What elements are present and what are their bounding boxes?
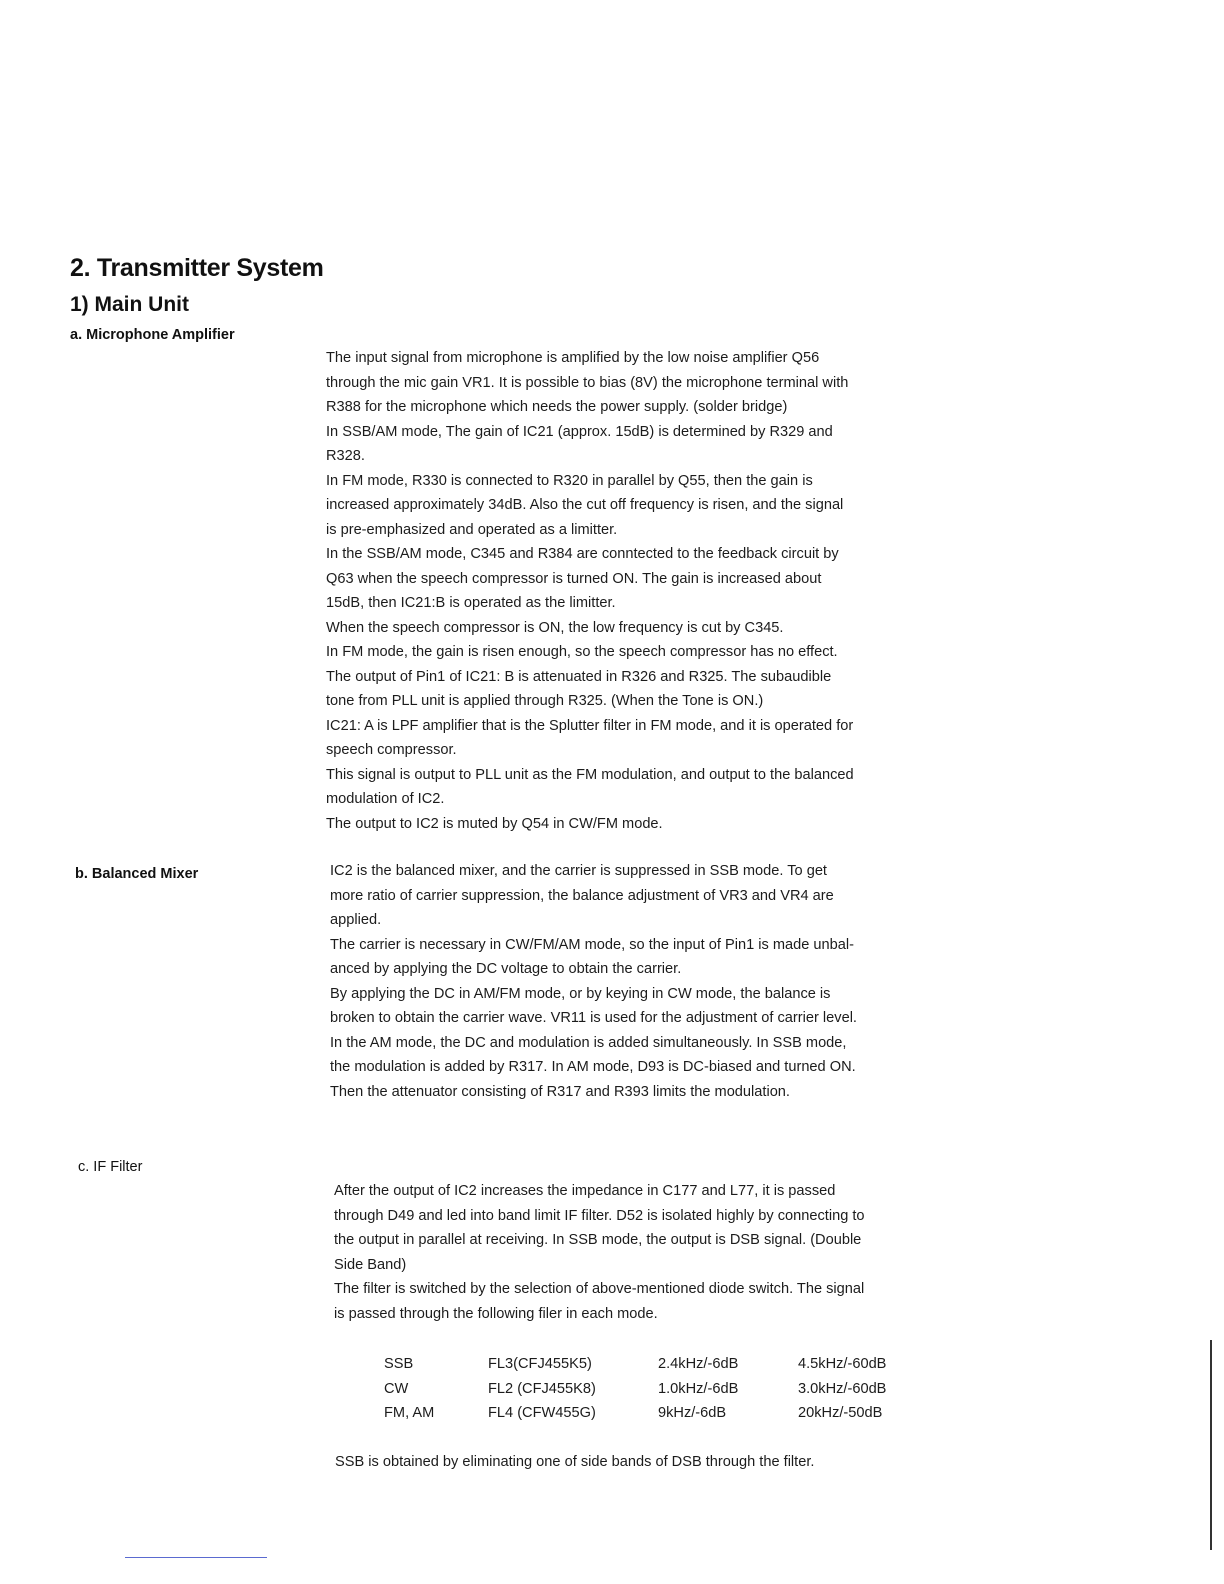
table-cell: 4.5kHz/-60dB <box>798 1356 887 1372</box>
text-line: speech compressor. <box>326 742 457 758</box>
text-line: tone from PLL unit is applied through R325. (When the Tone is ON.) <box>326 693 764 709</box>
text-line: This signal is output to PLL unit as the FM modulation, and output to the balanced <box>326 766 854 783</box>
table-cell: FL2 (CFJ455K8) <box>488 1380 596 1397</box>
table-cell: 3.0kHz/-60dB <box>798 1380 887 1397</box>
text-line: modulation of IC2. <box>326 791 445 807</box>
table-row <box>384 1377 918 1402</box>
text-line: By applying the DC in AM/FM mode, or by keying in CW mode, the balance is <box>330 985 831 1002</box>
text-line: applied. <box>330 912 382 928</box>
text-line: In FM mode, the gain is risen enough, so the speech compressor has no effect. <box>326 644 838 660</box>
text-line: IC21: A is LPF amplifier that is the Splutter filter in FM mode, and it is operated for <box>326 717 854 734</box>
balanced-mixer-heading: b. Balanced Mixer <box>75 866 199 882</box>
text-line: The input signal from microphone is amplified by the low noise amplifier Q56 <box>326 350 820 366</box>
table-cell: SSB <box>384 1356 414 1372</box>
text-line: the output in parallel at receiving. In SSB mode, the output is DSB signal. (Double <box>334 1232 862 1248</box>
table-cell: 2.4kHz/-6dB <box>658 1356 739 1372</box>
text-line: In SSB/AM mode, The gain of IC21 (approx. 15dB) is determined by R329 and <box>326 423 833 440</box>
text-line: through D49 and led into band limit IF filter. D52 is isolated highly by connecting to <box>334 1207 865 1224</box>
table-cell: FL4 (CFW455G) <box>488 1405 596 1421</box>
table-cell: FM, AM <box>384 1405 435 1421</box>
table-cell: FL3(CFJ455K5) <box>488 1356 592 1372</box>
text-line: In FM mode, R330 is connected to R320 in parallel by Q55, then the gain is <box>326 472 813 489</box>
text-line: When the speech compressor is ON, the low frequency is cut by C345. <box>326 619 784 636</box>
text-line: In the AM mode, the DC and modulation is added simultaneously. In SSB mode, <box>330 1034 847 1051</box>
text-line: The carrier is necessary in CW/FM/AM mode, so the input of Pin1 is made unbal- <box>330 936 854 953</box>
unit-title: 1) Main Unit <box>70 293 189 316</box>
text-line: R388 for the microphone which needs the power supply. (solder bridge) <box>326 399 788 415</box>
text-line: After the output of IC2 increases the impedance in C177 and L77, it is passed <box>334 1183 836 1199</box>
table-cell: 20kHz/-50dB <box>798 1405 883 1421</box>
text-line: 15dB, then IC21:B is operated as the limitter. <box>326 595 616 611</box>
text-line: The output to IC2 is muted by Q54 in CW/FM mode. <box>326 815 663 832</box>
scan-edge-mark <box>1210 1340 1212 1550</box>
text-line: broken to obtain the carrier wave. VR11 is used for the adjustment of carrier level. <box>330 1010 857 1026</box>
text-line: is pre-emphasized and operated as a limitter. <box>326 521 618 538</box>
text-line: Q63 when the speech compressor is turned ON. The gain is increased about <box>326 570 822 587</box>
text-line: IC2 is the balanced mixer, and the carrier is suppressed in SSB mode. To get <box>330 863 827 879</box>
text-line: the modulation is added by R317. In AM mode, D93 is DC-biased and turned ON. <box>330 1059 856 1075</box>
text-line: Then the attenuator consisting of R317 and R393 limits the modulation. <box>330 1083 790 1100</box>
mic-amplifier-text <box>326 346 946 836</box>
text-line: is passed through the following filer in each mode. <box>334 1305 658 1322</box>
table-row <box>384 1352 918 1377</box>
text-line: anced by applying the DC voltage to obtain the carrier. <box>330 961 682 977</box>
text-line: The filter is switched by the selection of above-mentioned diode switch. The signal <box>334 1281 865 1297</box>
text-line: Side Band) <box>334 1256 407 1273</box>
text-line: The output of Pin1 of IC21: B is attenuated in R326 and R325. The subaudible <box>326 668 832 685</box>
text-line: SSB is obtained by eliminating one of side bands of DSB through the filter. <box>335 1454 815 1470</box>
table-row <box>384 1401 918 1426</box>
filter-table <box>384 1352 918 1426</box>
table-cell: 9kHz/-6dB <box>658 1405 727 1421</box>
if-filter-closing <box>335 1450 814 1475</box>
mic-amplifier-heading: a. Microphone Amplifier <box>70 327 235 343</box>
if-filter-heading: c. IF Filter <box>78 1159 143 1175</box>
section-title: 2. Transmitter System <box>70 254 324 282</box>
table-cell: CW <box>384 1380 409 1397</box>
footer-rule <box>125 1557 267 1558</box>
text-line: through the mic gain VR1. It is possible to bias (8V) the microphone terminal with <box>326 374 849 391</box>
text-line: more ratio of carrier suppression, the balance adjustment of VR3 and VR4 are <box>330 887 834 904</box>
table-cell: 1.0kHz/-6dB <box>658 1380 739 1397</box>
text-line: increased approximately 34dB. Also the cut off frequency is risen, and the signal <box>326 497 844 513</box>
balanced-mixer-text <box>330 859 950 1104</box>
text-line: R328. <box>326 448 365 464</box>
text-line: In the SSB/AM mode, C345 and R384 are conntected to the feedback circuit by <box>326 546 839 562</box>
if-filter-text <box>334 1179 954 1326</box>
